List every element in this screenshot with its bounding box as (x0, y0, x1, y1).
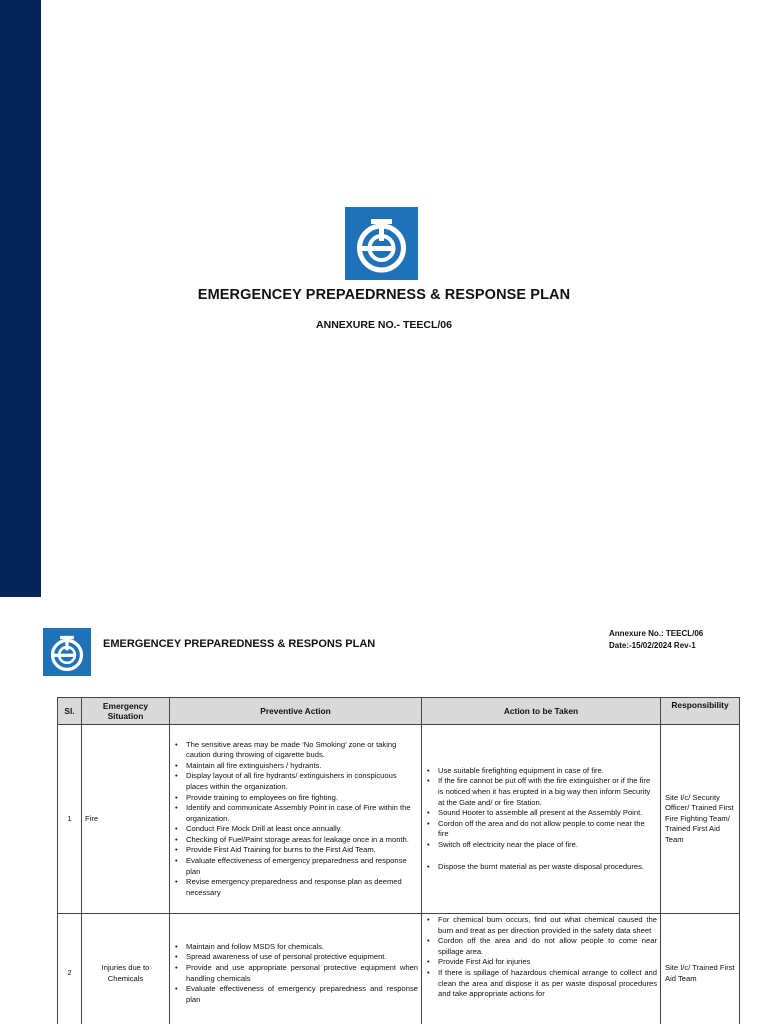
row-situation: Fire (82, 725, 170, 914)
table-row (58, 914, 740, 1024)
list-item: • Cordon off the area and do not allow people to come near spillage area. (425, 936, 657, 957)
list-item: • Evaluate effectiveness of emergency preparedness and response plan (173, 856, 418, 877)
list-item: • Sound Hooter to assemble all present at the Assembly Point. (425, 808, 657, 819)
list-item: • The sensitive areas may be made ‘No Smoking’ zone or taking caution during throwing of cigarette buds. (173, 740, 418, 761)
cover-title: EMERGENCEY PREPAEDRNESS & RESPONSE PLAN (197, 287, 571, 303)
document-meta (609, 628, 703, 652)
row-preventive (170, 725, 422, 914)
list-item: • Maintain and follow MSDS for chemicals. (173, 942, 418, 953)
list-item: • Checking of Fuel/Paint storage areas for leakage once in a month. (173, 835, 418, 846)
table-header-row (58, 698, 740, 725)
list-item: • Conduct Fire Mock Drill at least once annually. (173, 824, 418, 835)
row-sl: 2 (58, 914, 82, 1024)
row-responsibility: Site I/c/ Trained First Aid Team (661, 914, 740, 1024)
revision-date: Date:-15/02/2024 Rev-1 (609, 641, 696, 650)
list-item: • Provide First Aid for injuries (425, 957, 657, 968)
page-gap (0, 597, 41, 1024)
header-preventive: Preventive Action (170, 698, 422, 725)
row-sl: 1 (58, 725, 82, 914)
company-logo (345, 207, 418, 280)
row-actions (422, 725, 661, 914)
list-item: • Maintain all fire extinguishers / hydrants. (173, 761, 418, 772)
list-item: • Display layout of all fire hydrants/ extinguishers in conspicuous places within the organization. (173, 771, 418, 792)
list-item: • Cordon off the area and do not allow people to come near the fire (425, 819, 657, 840)
row-responsibility: Site I/c/ Security Officer/ Trained First Fire Fighting Team/ Trained First Aid Team (661, 725, 740, 914)
list-item: • Switch off electricity near the place of fire. (425, 840, 657, 851)
emergency-plan-table (57, 697, 740, 1024)
list-item: • Revise emergency preparedness and response plan as deemed necessary (173, 877, 418, 898)
header-sl: Sl. (58, 698, 82, 725)
company-logo-small (43, 628, 91, 676)
list-item: • Provide First Aid Training for burns to the First Aid Team. (173, 845, 418, 856)
list-item: • Use suitable firefighting equipment in case of fire. (425, 766, 657, 777)
list-item: • Spread awareness of use of personal protective equipment. (173, 952, 418, 963)
list-item: • If there is spillage of hazardous chemical arrange to collect and clean the area and dispose it as per waste disposal procedures and take appropriate actions for (425, 968, 657, 1000)
list-item: • Evaluate effectiveness of emergency preparedness and response plan (173, 984, 418, 1005)
list-item: • Provide and use appropriate personal protective equipment when handling chemicals (173, 963, 418, 984)
row-situation: Injuries due to Chemicals (82, 914, 170, 1024)
header-situation: Emergency Situation (82, 698, 170, 725)
page-title: EMERGENCEY PREPAREDNESS & RESPONS PLAN (103, 638, 376, 650)
list-item: • For chemical burn occurs, find out what chemical caused the burn and treat as per direction provided in the safety data sheet (425, 915, 657, 936)
list-item: • Dispose the burnt material as per waste disposal procedures. (425, 862, 657, 873)
table-row (58, 725, 740, 914)
list-item: • Provide training to employees on fire fighting. (173, 793, 418, 804)
header-action: Action to be Taken (422, 698, 661, 725)
list-item: • Identify and communicate Assembly Point in case of Fire within the organization. (173, 803, 418, 824)
cover-annexure: ANNEXURE NO.- TEECL/06 (316, 319, 452, 331)
row-preventive (170, 914, 422, 1024)
list-item: • If the fire cannot be put off with the fire extinguisher or if the fire is noticed when it has erupted in a big way then inform Security at the Gate and/ or fire Station. (425, 776, 657, 808)
row-actions (422, 914, 661, 1024)
annexure-number: Annexure No.: TEECL/06 (609, 629, 704, 638)
header-responsibility: Responsibility (661, 698, 740, 725)
